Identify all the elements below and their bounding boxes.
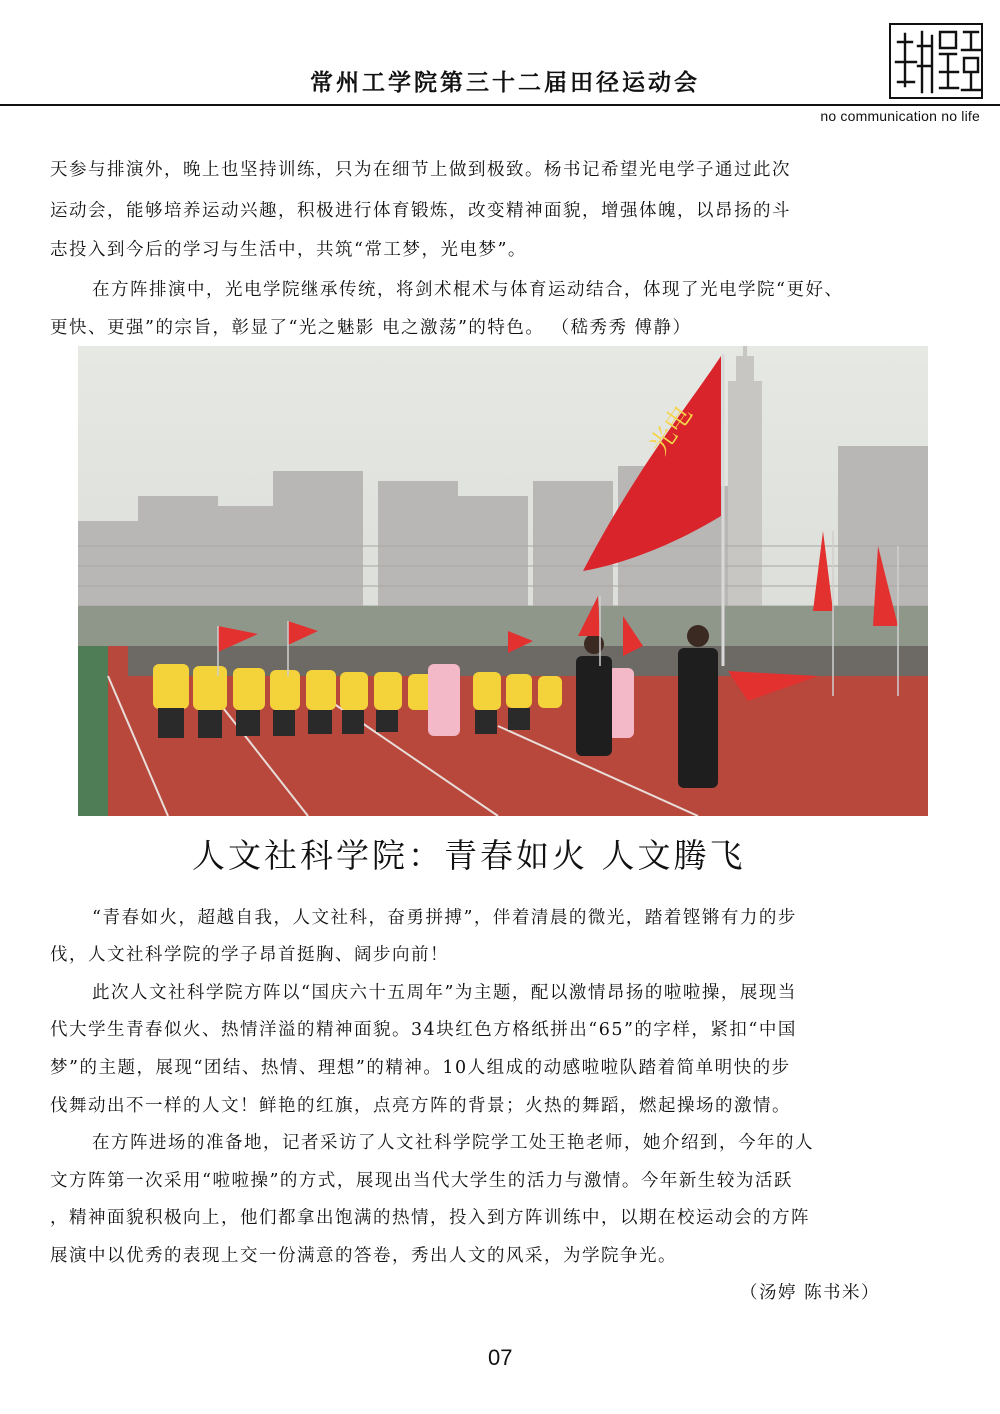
section-title: 人文社科学院：青春如火 人文腾飞 (192, 836, 746, 875)
paragraph-line: 梦”的主题，展现“团结、热情、理想”的精神。10人组成的动感啦啦队踏着简单明快的步 (50, 1058, 791, 1078)
paragraph-line: 运动会，能够培养运动兴趣，积极进行体育锻炼，改变精神面貌，增强体魄，以昂扬的斗 (50, 201, 791, 221)
paragraph-line: 在方阵排演中，光电学院继承传统，将剑术棍术与体育运动结合，体现了光电学院“更好、 (92, 280, 844, 300)
page-header-title: 常州工学院第三十二届田径运动会 (310, 69, 700, 96)
header-motto: no communication no life (820, 108, 980, 124)
paragraph-line: 天参与排演外，晚上也坚持训练，只为在细节上做到极致。杨书记希望光电学子通过此次 (50, 160, 791, 180)
paragraph-line: ，精神面貌积极向上，他们都拿出饱满的热情，投入到方阵训练中，以期在校运动会的方阵 (50, 1208, 810, 1228)
flag-lettering: 光电 (644, 400, 699, 461)
paragraph-line: 志投入到今后的学习与生活中，共筑“常工梦，光电梦”。 (50, 240, 527, 260)
paragraph-line: 此次人文社科学院方阵以“国庆六十五周年”为主题，配以激情昂扬的啦啦操，展现当 (92, 983, 797, 1003)
paragraph-line: 文方阵第一次采用“啦啦操”的方式，展现出当代大学生的活力与激情。今年新生较为活跃 (50, 1171, 793, 1191)
seal-logo (888, 22, 984, 100)
parade-photo (78, 346, 928, 816)
paragraph-line: “青春如火，超越自我，人文社科，奋勇拼搏”，伴着清晨的微光，踏着铿锵有力的步 (92, 908, 797, 928)
byline: （汤婷 陈书米） (740, 1283, 881, 1303)
paragraph-line: 更快、更强”的宗旨，彰显了“光之魅影 电之激荡”的特色。 （嵇秀秀 傅静） (50, 318, 692, 338)
header-divider (0, 104, 1000, 106)
paragraph-line: 代大学生青春似火、热情洋溢的精神面貌。34块红色方格纸拼出“65”的字样，紧扣“中国 (50, 1020, 797, 1040)
page-number: 07 (488, 1345, 513, 1370)
paragraph-line: 展演中以优秀的表现上交一份满意的答卷，秀出人文的风采，为学院争光。 (50, 1246, 677, 1266)
paragraph-line: 在方阵进场的准备地，记者采访了人文社科学院学工处王艳老师，她介绍到，今年的人 (92, 1133, 814, 1153)
paragraph-line: 伐，人文社科学院的学子昂首挺胸、阔步向前！ (50, 945, 449, 965)
paragraph-line: 伐舞动出不一样的人文！鲜艳的红旗，点亮方阵的背景；火热的舞蹈，燃起操场的激情。 (50, 1096, 791, 1116)
